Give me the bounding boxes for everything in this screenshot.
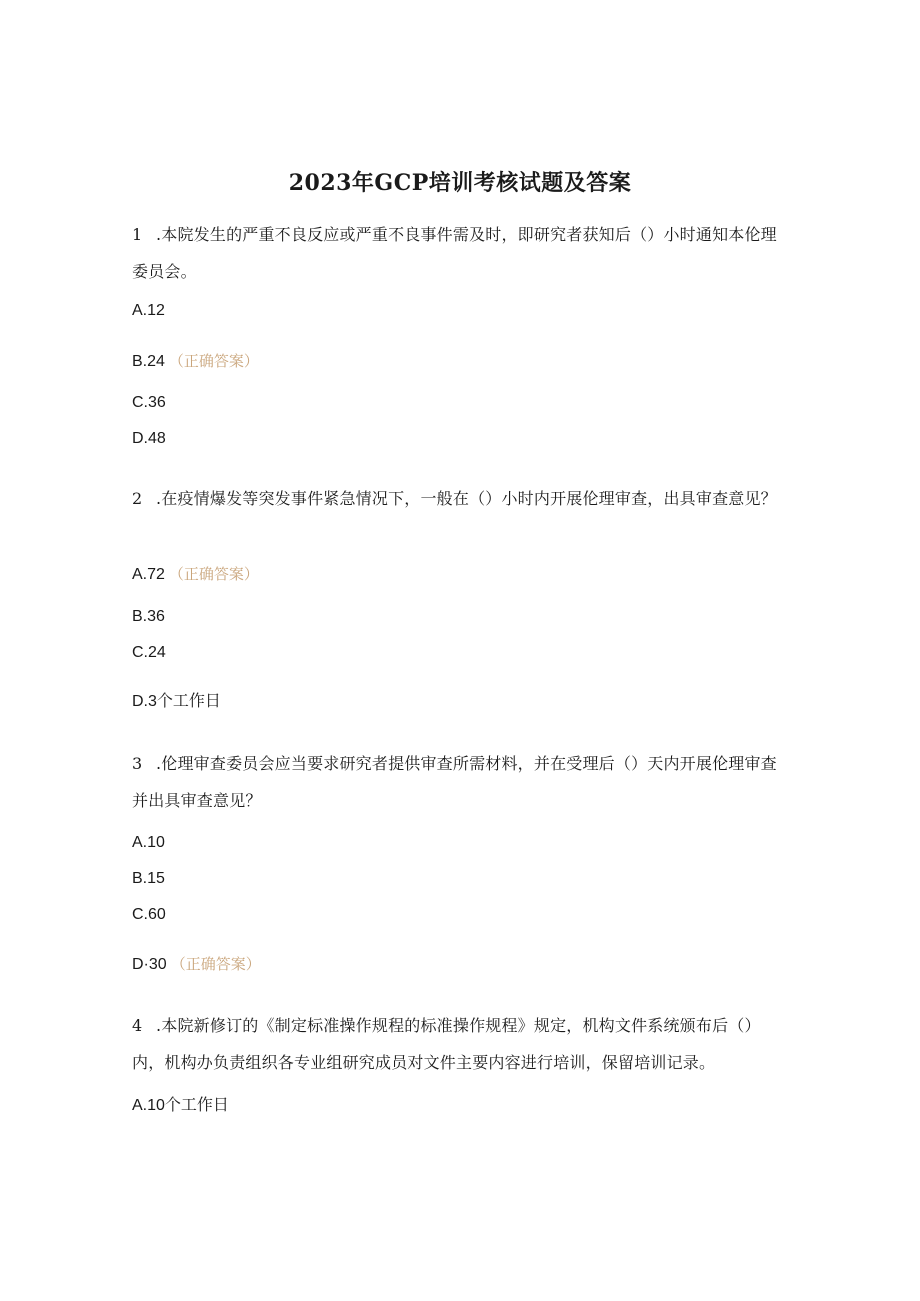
option-label: D.3 [132, 693, 157, 710]
correct-answer-tag: （正确答案） [168, 352, 259, 370]
question-number: 2 [132, 489, 143, 508]
option-1c [132, 393, 166, 413]
option-label: A.72 [132, 566, 165, 583]
option-label: D·30 [132, 956, 167, 973]
option-label: C.60 [132, 906, 166, 923]
option-1b [132, 351, 259, 372]
option-suffix: 个工作日 [156, 691, 221, 710]
option-label: A.12 [132, 302, 165, 319]
question-text: .伦理审查委员会应当要求研究者提供审查所需材料，并在受理后（）天内开展伦理审查并出具审查意见？ [132, 754, 777, 810]
option-label: C.36 [132, 394, 166, 411]
option-label: A.10 [132, 1097, 165, 1114]
question-text: .在疫情爆发等突发事件紧急情况下，一般在（）小时内开展伦理审查，出具审查意见？ [156, 489, 777, 508]
question-2 [132, 480, 782, 517]
option-label: B.24 [132, 353, 165, 370]
page-title: 2023年GCP培训考核试题及答案 [288, 170, 632, 196]
option-3c [132, 905, 166, 925]
option-label: C.24 [132, 644, 166, 661]
option-3b [132, 869, 165, 889]
option-3d [132, 954, 261, 975]
question-text: .本院新修订的《制定标准操作规程的标准操作规程》规定，机构文件系统颁布后（）内，机构办负责组织各专业组研究成员对文件主要内容进行培训，保留培训记录。 [132, 1016, 761, 1072]
correct-answer-tag: （正确答案） [170, 955, 261, 973]
option-label: A.10 [132, 834, 165, 851]
option-4a [132, 1095, 229, 1116]
option-2b [132, 607, 165, 627]
option-2c [132, 643, 166, 663]
question-3 [132, 745, 782, 819]
option-3a [132, 833, 165, 853]
question-number: 1 [132, 225, 143, 244]
option-2d [132, 691, 221, 712]
question-1 [132, 216, 782, 290]
option-2a [132, 564, 259, 585]
correct-answer-tag: （正确答案） [168, 565, 259, 583]
question-number: 3 [132, 754, 143, 773]
question-4 [132, 1007, 782, 1081]
option-label: B.15 [132, 870, 165, 887]
question-number: 4 [132, 1016, 143, 1035]
option-suffix: 个工作日 [164, 1095, 229, 1114]
option-label: B.36 [132, 608, 165, 625]
option-label: D.48 [132, 430, 166, 447]
option-1d [132, 429, 166, 449]
option-1a [132, 301, 165, 321]
question-text: .本院发生的严重不良反应或严重不良事件需及时，即研究者获知后（）小时通知本伦理委员会。 [132, 225, 777, 281]
